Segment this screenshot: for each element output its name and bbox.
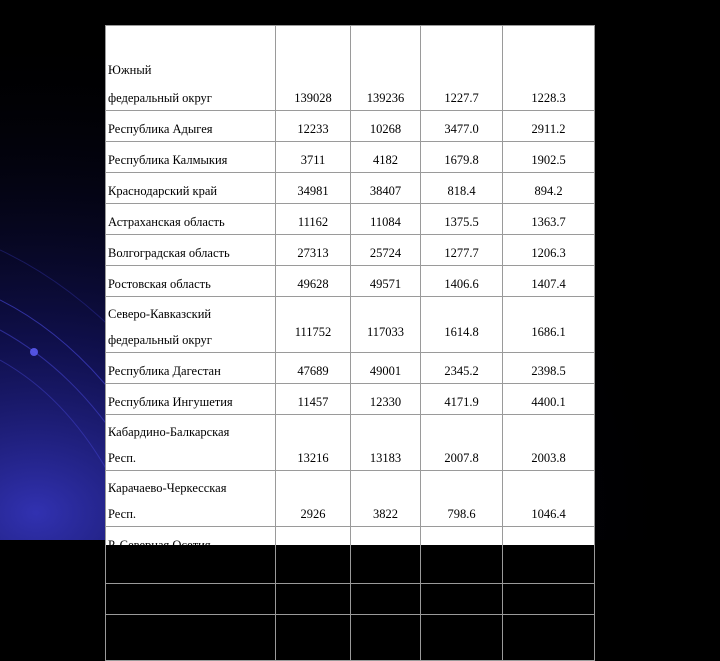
region-name-cell xyxy=(106,297,276,353)
value-text: 11162 xyxy=(297,215,329,229)
region-name-line: Ставропольский край xyxy=(108,641,224,655)
value-text: 6771 xyxy=(300,595,326,609)
data-table-panel xyxy=(105,25,594,655)
value-cell xyxy=(351,266,421,297)
value-text: 2926 xyxy=(300,507,326,521)
value-text: 1407.4 xyxy=(531,277,566,291)
value-cell xyxy=(276,584,351,615)
region-name-line: Кабардино-Балкарская xyxy=(108,425,230,439)
region-name-line: Чеченская Республика xyxy=(108,595,228,609)
value-text: 894.2 xyxy=(534,184,563,198)
value-text: 818.4 xyxy=(447,184,476,198)
value-cell xyxy=(276,353,351,384)
value-text: 2398.5 xyxy=(531,364,566,378)
region-name-cell xyxy=(106,353,276,384)
region-name-line: Алания xyxy=(108,564,148,578)
table-row xyxy=(106,584,595,615)
value-cell xyxy=(421,173,503,204)
region-name-line: Респ. xyxy=(108,451,137,465)
value-text: 25724 xyxy=(369,246,402,260)
regional-data-table xyxy=(105,25,595,661)
region-name-cell xyxy=(106,266,276,297)
value-cell xyxy=(351,297,421,353)
value-cell xyxy=(421,26,503,111)
region-name-line: Республика Ингушетия xyxy=(108,395,233,409)
value-cell xyxy=(276,142,351,173)
value-text: 11084 xyxy=(370,215,401,229)
value-text: 34981 xyxy=(297,184,329,198)
value-text: 3822 xyxy=(373,507,398,521)
value-text: 49001 xyxy=(369,364,402,378)
value-cell xyxy=(351,584,421,615)
region-name-cell xyxy=(106,384,276,415)
value-text: 1019.4 xyxy=(531,564,566,578)
value-cell xyxy=(351,173,421,204)
value-cell xyxy=(351,615,421,661)
value-cell xyxy=(421,204,503,235)
value-text: 1686.1 xyxy=(531,325,566,339)
region-name-line: Краснодарский край xyxy=(108,184,218,198)
value-cell xyxy=(421,235,503,266)
value-text: 13216 xyxy=(297,451,329,465)
value-cell xyxy=(503,173,595,204)
value-text: 1054.7 xyxy=(444,641,479,655)
value-text: 1228.3 xyxy=(531,91,566,105)
value-text: 12233 xyxy=(297,122,329,136)
value-text: 3477.0 xyxy=(444,122,479,136)
value-text: 2345.2 xyxy=(444,364,479,378)
value-cell xyxy=(421,384,503,415)
value-cell xyxy=(276,111,351,142)
value-text: 139236 xyxy=(366,91,405,105)
value-cell xyxy=(276,471,351,527)
value-cell xyxy=(503,384,595,415)
table-row xyxy=(106,297,595,353)
value-cell xyxy=(503,615,595,661)
table-row xyxy=(106,235,595,266)
value-cell xyxy=(503,353,595,384)
value-text: 4400.1 xyxy=(531,395,566,409)
value-text: 1679.8 xyxy=(444,153,479,167)
region-name-line: федеральный округ xyxy=(108,91,212,105)
table-row xyxy=(106,111,595,142)
region-name-line: Респ. xyxy=(108,507,137,521)
region-name-cell xyxy=(106,584,276,615)
region-name-cell xyxy=(106,142,276,173)
table-row xyxy=(106,384,595,415)
value-cell xyxy=(421,471,503,527)
value-cell xyxy=(503,415,595,471)
value-cell xyxy=(421,527,503,584)
value-cell xyxy=(503,584,595,615)
table-row xyxy=(106,26,595,111)
value-cell xyxy=(351,353,421,384)
value-cell xyxy=(276,297,351,353)
region-name-line: Южный xyxy=(108,63,152,77)
value-cell xyxy=(421,584,503,615)
value-cell xyxy=(276,527,351,584)
value-cell xyxy=(276,266,351,297)
value-cell xyxy=(351,235,421,266)
value-text: 1113.1 xyxy=(531,641,566,655)
value-cell xyxy=(276,615,351,661)
value-text: 1113.9 xyxy=(444,564,479,578)
value-text: 111752 xyxy=(294,325,332,339)
value-text: 13183 xyxy=(369,451,402,465)
region-name-cell xyxy=(106,415,276,471)
value-cell xyxy=(276,384,351,415)
value-text: 49628 xyxy=(297,277,329,291)
region-name-line: Республика Адыгея xyxy=(108,122,213,136)
value-text: 6134 xyxy=(300,564,326,578)
value-text: 24 892 xyxy=(368,641,403,655)
table-row xyxy=(106,527,595,584)
value-text: 1363.7 xyxy=(531,215,566,229)
value-text: 27313 xyxy=(297,246,329,260)
value-cell xyxy=(421,142,503,173)
region-name-cell xyxy=(106,173,276,204)
table-body xyxy=(106,26,595,661)
value-text: 47689 xyxy=(297,364,329,378)
region-name-line: Республика Дагестан xyxy=(108,364,221,378)
value-cell xyxy=(351,471,421,527)
value-cell xyxy=(503,527,595,584)
value-cell xyxy=(421,266,503,297)
value-cell xyxy=(351,111,421,142)
value-cell xyxy=(276,173,351,204)
value-cell xyxy=(503,26,595,111)
table-row xyxy=(106,142,595,173)
region-name-cell xyxy=(106,235,276,266)
value-text: 1206.3 xyxy=(531,246,566,260)
region-name-cell xyxy=(106,111,276,142)
region-name-cell xyxy=(106,26,276,111)
value-text: 1614.8 xyxy=(444,325,479,339)
value-text: 49571 xyxy=(369,277,402,291)
value-text: 2003.8 xyxy=(531,451,566,465)
value-cell xyxy=(276,235,351,266)
value-text: 38407 xyxy=(369,184,402,198)
value-cell xyxy=(421,111,503,142)
region-name-line: Волгоградская область xyxy=(108,246,230,260)
value-cell xyxy=(503,235,595,266)
value-cell xyxy=(276,26,351,111)
value-cell xyxy=(351,142,421,173)
region-name-line: Республика Калмыкия xyxy=(108,153,228,167)
value-cell xyxy=(351,415,421,471)
value-text: 4182 xyxy=(373,153,398,167)
region-name-line: Северо-Кавказский xyxy=(108,307,212,321)
value-text: 11457 xyxy=(297,395,329,409)
value-text: 798.6 xyxy=(447,507,476,521)
value-cell xyxy=(503,471,595,527)
region-name-cell xyxy=(106,615,276,661)
region-name-cell xyxy=(106,204,276,235)
value-cell xyxy=(351,527,421,584)
value-text: 117033 xyxy=(366,325,405,339)
value-cell xyxy=(276,415,351,471)
table-row xyxy=(106,204,595,235)
value-text: 1406.6 xyxy=(444,277,479,291)
table-row xyxy=(106,615,595,661)
table-row xyxy=(106,415,595,471)
value-cell xyxy=(351,204,421,235)
value-text: 2007.8 xyxy=(444,451,479,465)
value-cell xyxy=(503,142,595,173)
region-name-cell xyxy=(106,471,276,527)
value-text: 5595 xyxy=(373,564,398,578)
value-text: 23559 xyxy=(297,641,329,655)
value-cell xyxy=(421,353,503,384)
region-name-line: Р. Северная Осетия - xyxy=(108,538,218,552)
value-cell xyxy=(351,384,421,415)
region-name-line: федеральный округ xyxy=(108,333,212,347)
value-text: 1902.5 xyxy=(531,153,566,167)
value-text: 1375.5 xyxy=(444,215,479,229)
value-text: 842.6 xyxy=(447,595,476,609)
value-text: 4171.9 xyxy=(444,395,479,409)
value-cell xyxy=(503,266,595,297)
value-text: 3711 xyxy=(300,153,326,167)
region-name-cell xyxy=(106,527,276,584)
value-cell xyxy=(503,111,595,142)
table-row xyxy=(106,173,595,204)
table-row xyxy=(106,471,595,527)
value-text: 10268 xyxy=(369,122,402,136)
value-text: 1227.7 xyxy=(444,91,479,105)
value-text: 1013.8 xyxy=(531,595,566,609)
region-name-line: Астраханская область xyxy=(108,215,225,229)
value-cell xyxy=(503,204,595,235)
table-row xyxy=(106,353,595,384)
value-cell xyxy=(421,297,503,353)
value-text: 8210 xyxy=(373,595,398,609)
value-cell xyxy=(351,26,421,111)
value-text: 1277.7 xyxy=(444,246,479,260)
region-name-line: Карачаево-Черкесская xyxy=(108,481,227,495)
region-name-line: Ростовская область xyxy=(108,277,211,291)
value-text: 139028 xyxy=(294,91,332,105)
value-cell xyxy=(276,204,351,235)
value-text: 2911.2 xyxy=(531,122,566,136)
value-cell xyxy=(421,415,503,471)
value-text: 1046.4 xyxy=(531,507,566,521)
value-cell xyxy=(503,297,595,353)
table-row xyxy=(106,266,595,297)
value-text: 12330 xyxy=(369,395,402,409)
value-cell xyxy=(421,615,503,661)
